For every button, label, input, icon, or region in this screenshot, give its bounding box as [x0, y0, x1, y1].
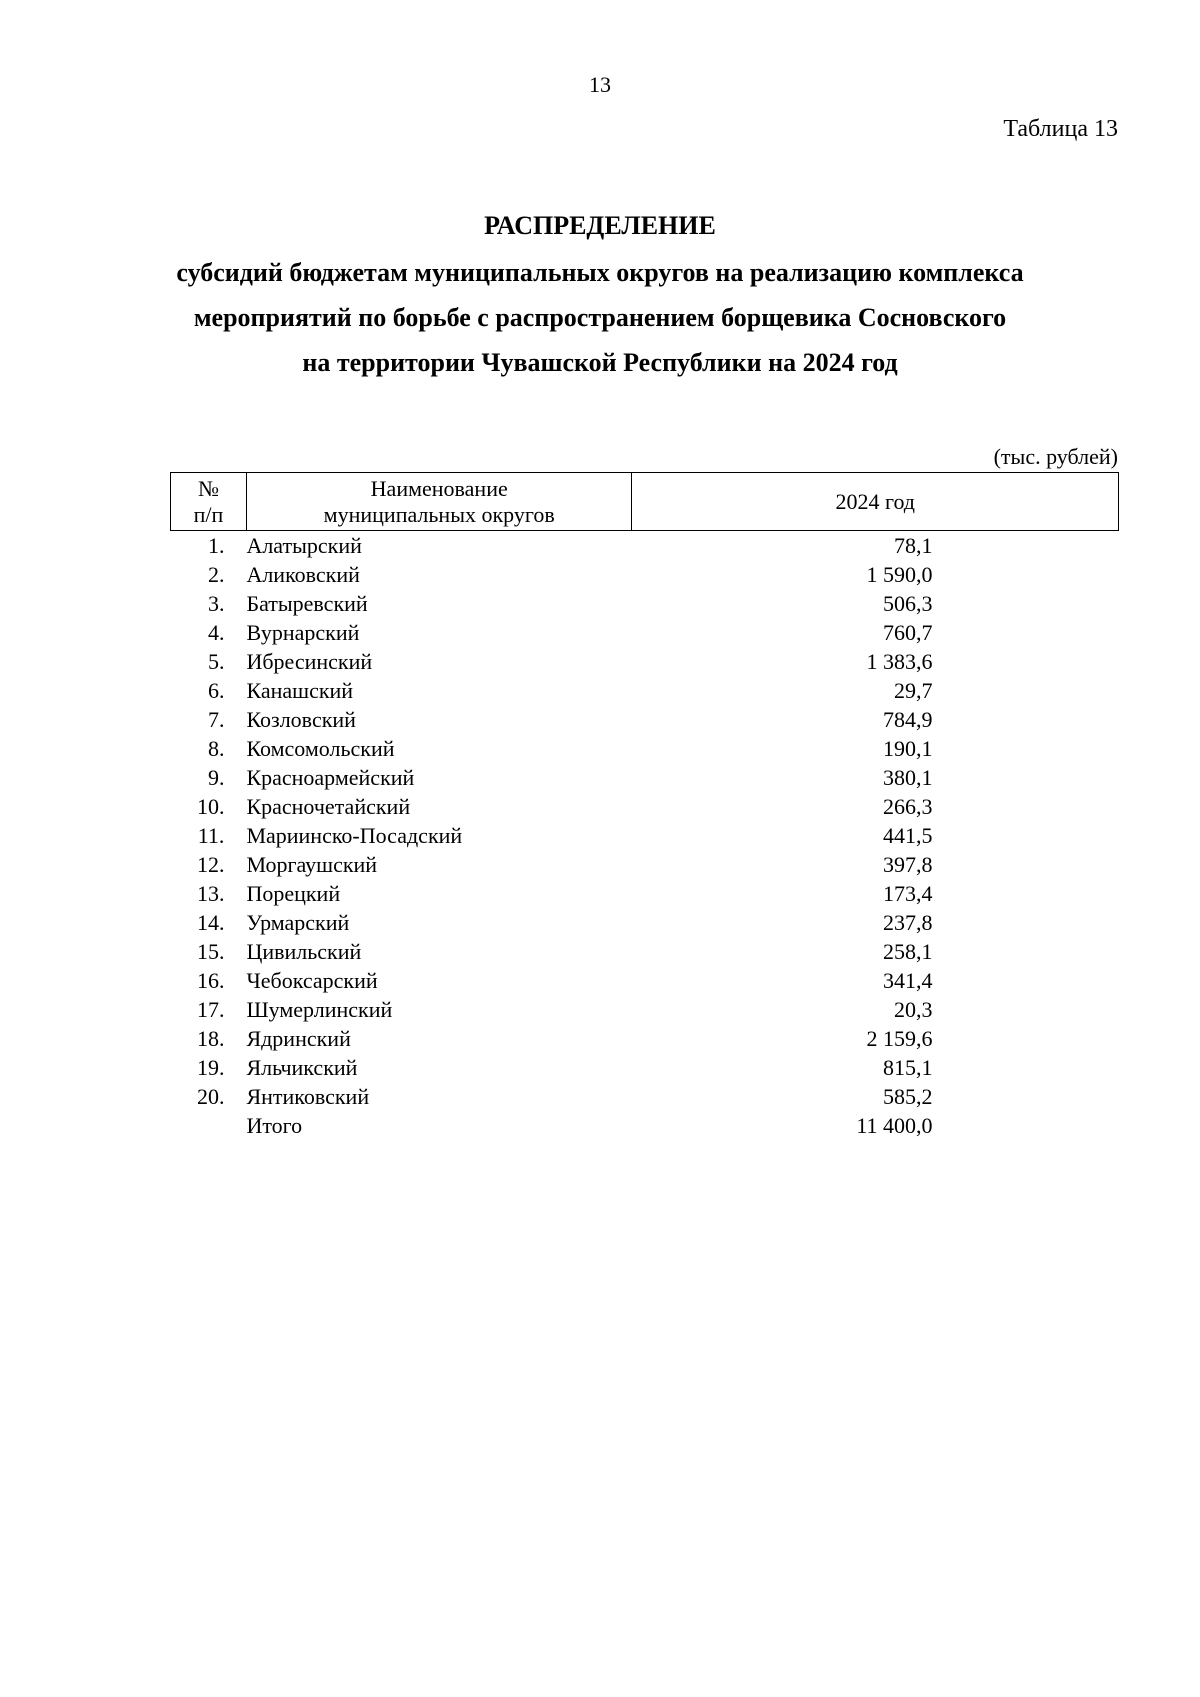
table-row	[171, 995, 1119, 1024]
row-name: Шумерлинский	[246, 997, 393, 1022]
row-number: 18.	[196, 1026, 225, 1051]
total-label: Итого	[246, 1113, 303, 1138]
total-number	[171, 1111, 247, 1140]
row-value: 815,1	[883, 1055, 933, 1080]
table-row	[171, 531, 1119, 561]
row-value: 506,3	[883, 591, 933, 616]
table-row	[171, 1053, 1119, 1082]
title-line-2: мероприятий по борьбе с распространением борщевика Сосновского	[193, 303, 1007, 332]
row-name: Комсомольский	[246, 736, 395, 761]
title-line-1: субсидий бюджетам муниципальных округов на реализацию комплекса	[176, 258, 1024, 287]
row-name: Цивильский	[246, 939, 362, 964]
row-name: Красноармейский	[246, 765, 415, 790]
header-number	[171, 473, 247, 531]
row-number: 8.	[207, 736, 225, 761]
row-name: Канашский	[246, 678, 354, 703]
row-name: Красночетайский	[246, 794, 411, 819]
header-number-line-2: п/п	[193, 501, 224, 527]
header-name	[246, 473, 632, 531]
row-value: 1 383,6	[866, 649, 933, 674]
table-header-row	[171, 473, 1119, 531]
table-body	[171, 531, 1119, 1141]
table-label: Таблица 13	[1003, 116, 1118, 142]
title-main: РАСПРЕДЕЛЕНИЕ	[484, 211, 716, 240]
row-number: 10.	[196, 794, 225, 819]
row-number: 12.	[196, 852, 225, 877]
distribution-table	[170, 472, 1119, 1140]
row-value: 585,2	[883, 1084, 933, 1109]
row-number: 4.	[207, 620, 225, 645]
units-label: (тыс. рублей)	[993, 444, 1118, 469]
table-row	[171, 647, 1119, 676]
header-year: 2024 год	[632, 473, 1119, 531]
table-row	[171, 705, 1119, 734]
document-title	[0, 208, 1200, 385]
row-value: 190,1	[883, 736, 933, 761]
table-row	[171, 966, 1119, 995]
row-number: 11.	[197, 823, 225, 848]
row-number: 2.	[207, 562, 225, 587]
row-name: Урмарский	[246, 910, 350, 935]
row-name: Козловский	[246, 707, 356, 732]
table-row	[171, 937, 1119, 966]
table-row	[171, 763, 1119, 792]
row-value: 20,3	[894, 997, 933, 1022]
header-number-line-1: №	[197, 475, 219, 501]
row-name: Янтиковский	[246, 1084, 370, 1109]
row-number: 7.	[207, 707, 225, 732]
table-row	[171, 879, 1119, 908]
row-name: Ибресинский	[246, 649, 373, 674]
row-value: 760,7	[883, 620, 933, 645]
table-row	[171, 1082, 1119, 1111]
row-number: 13.	[196, 881, 225, 906]
row-number: 6.	[207, 678, 225, 703]
row-number: 19.	[196, 1055, 225, 1080]
row-number: 1.	[207, 533, 225, 558]
row-value: 441,5	[883, 823, 933, 848]
row-value: 258,1	[883, 939, 933, 964]
table-row	[171, 734, 1119, 763]
row-value: 266,3	[883, 794, 933, 819]
row-name: Порецкий	[246, 881, 341, 906]
row-number: 3.	[207, 591, 225, 616]
table-row	[171, 908, 1119, 937]
row-name: Чебоксарский	[246, 968, 378, 993]
row-value: 237,8	[883, 910, 933, 935]
row-name: Яльчикский	[246, 1055, 358, 1080]
row-name: Батыревский	[246, 591, 368, 616]
row-number: 14.	[196, 910, 225, 935]
row-number: 20.	[196, 1084, 225, 1109]
row-name: Вурнарский	[246, 620, 360, 645]
row-number: 15.	[196, 939, 225, 964]
row-number: 9.	[207, 765, 225, 790]
row-value: 173,4	[883, 881, 933, 906]
row-name: Мариинско-Посадский	[246, 823, 463, 848]
row-value: 784,9	[883, 707, 933, 732]
table-row	[171, 589, 1119, 618]
row-value: 78,1	[894, 533, 933, 558]
row-name: Алатырский	[246, 533, 362, 558]
row-value: 341,4	[883, 968, 933, 993]
table-row	[171, 1024, 1119, 1053]
row-number: 5.	[207, 649, 225, 674]
row-value: 1 590,0	[866, 562, 933, 587]
row-number: 16.	[196, 968, 225, 993]
table-total-row	[171, 1111, 1119, 1140]
row-value: 380,1	[883, 765, 933, 790]
row-number: 17.	[196, 997, 225, 1022]
table-row	[171, 821, 1119, 850]
row-name: Аликовский	[246, 562, 360, 587]
row-name: Моргаушский	[246, 852, 378, 877]
row-name: Ядринский	[246, 1026, 351, 1051]
page-number: 13	[589, 72, 611, 97]
table-row	[171, 560, 1119, 589]
header-name-line-2: муниципальных округов	[323, 501, 555, 527]
table-row	[171, 792, 1119, 821]
header-name-line-1: Наименование	[370, 475, 508, 501]
title-subtitle	[0, 250, 1200, 385]
row-value: 397,8	[883, 852, 933, 877]
row-value: 2 159,6	[866, 1026, 933, 1051]
table-row	[171, 676, 1119, 705]
title-line-3: на территории Чувашской Республики на 2024 год	[302, 348, 898, 377]
table-row	[171, 850, 1119, 879]
total-value: 11 400,0	[856, 1113, 933, 1138]
table-row	[171, 618, 1119, 647]
row-value: 29,7	[894, 678, 933, 703]
